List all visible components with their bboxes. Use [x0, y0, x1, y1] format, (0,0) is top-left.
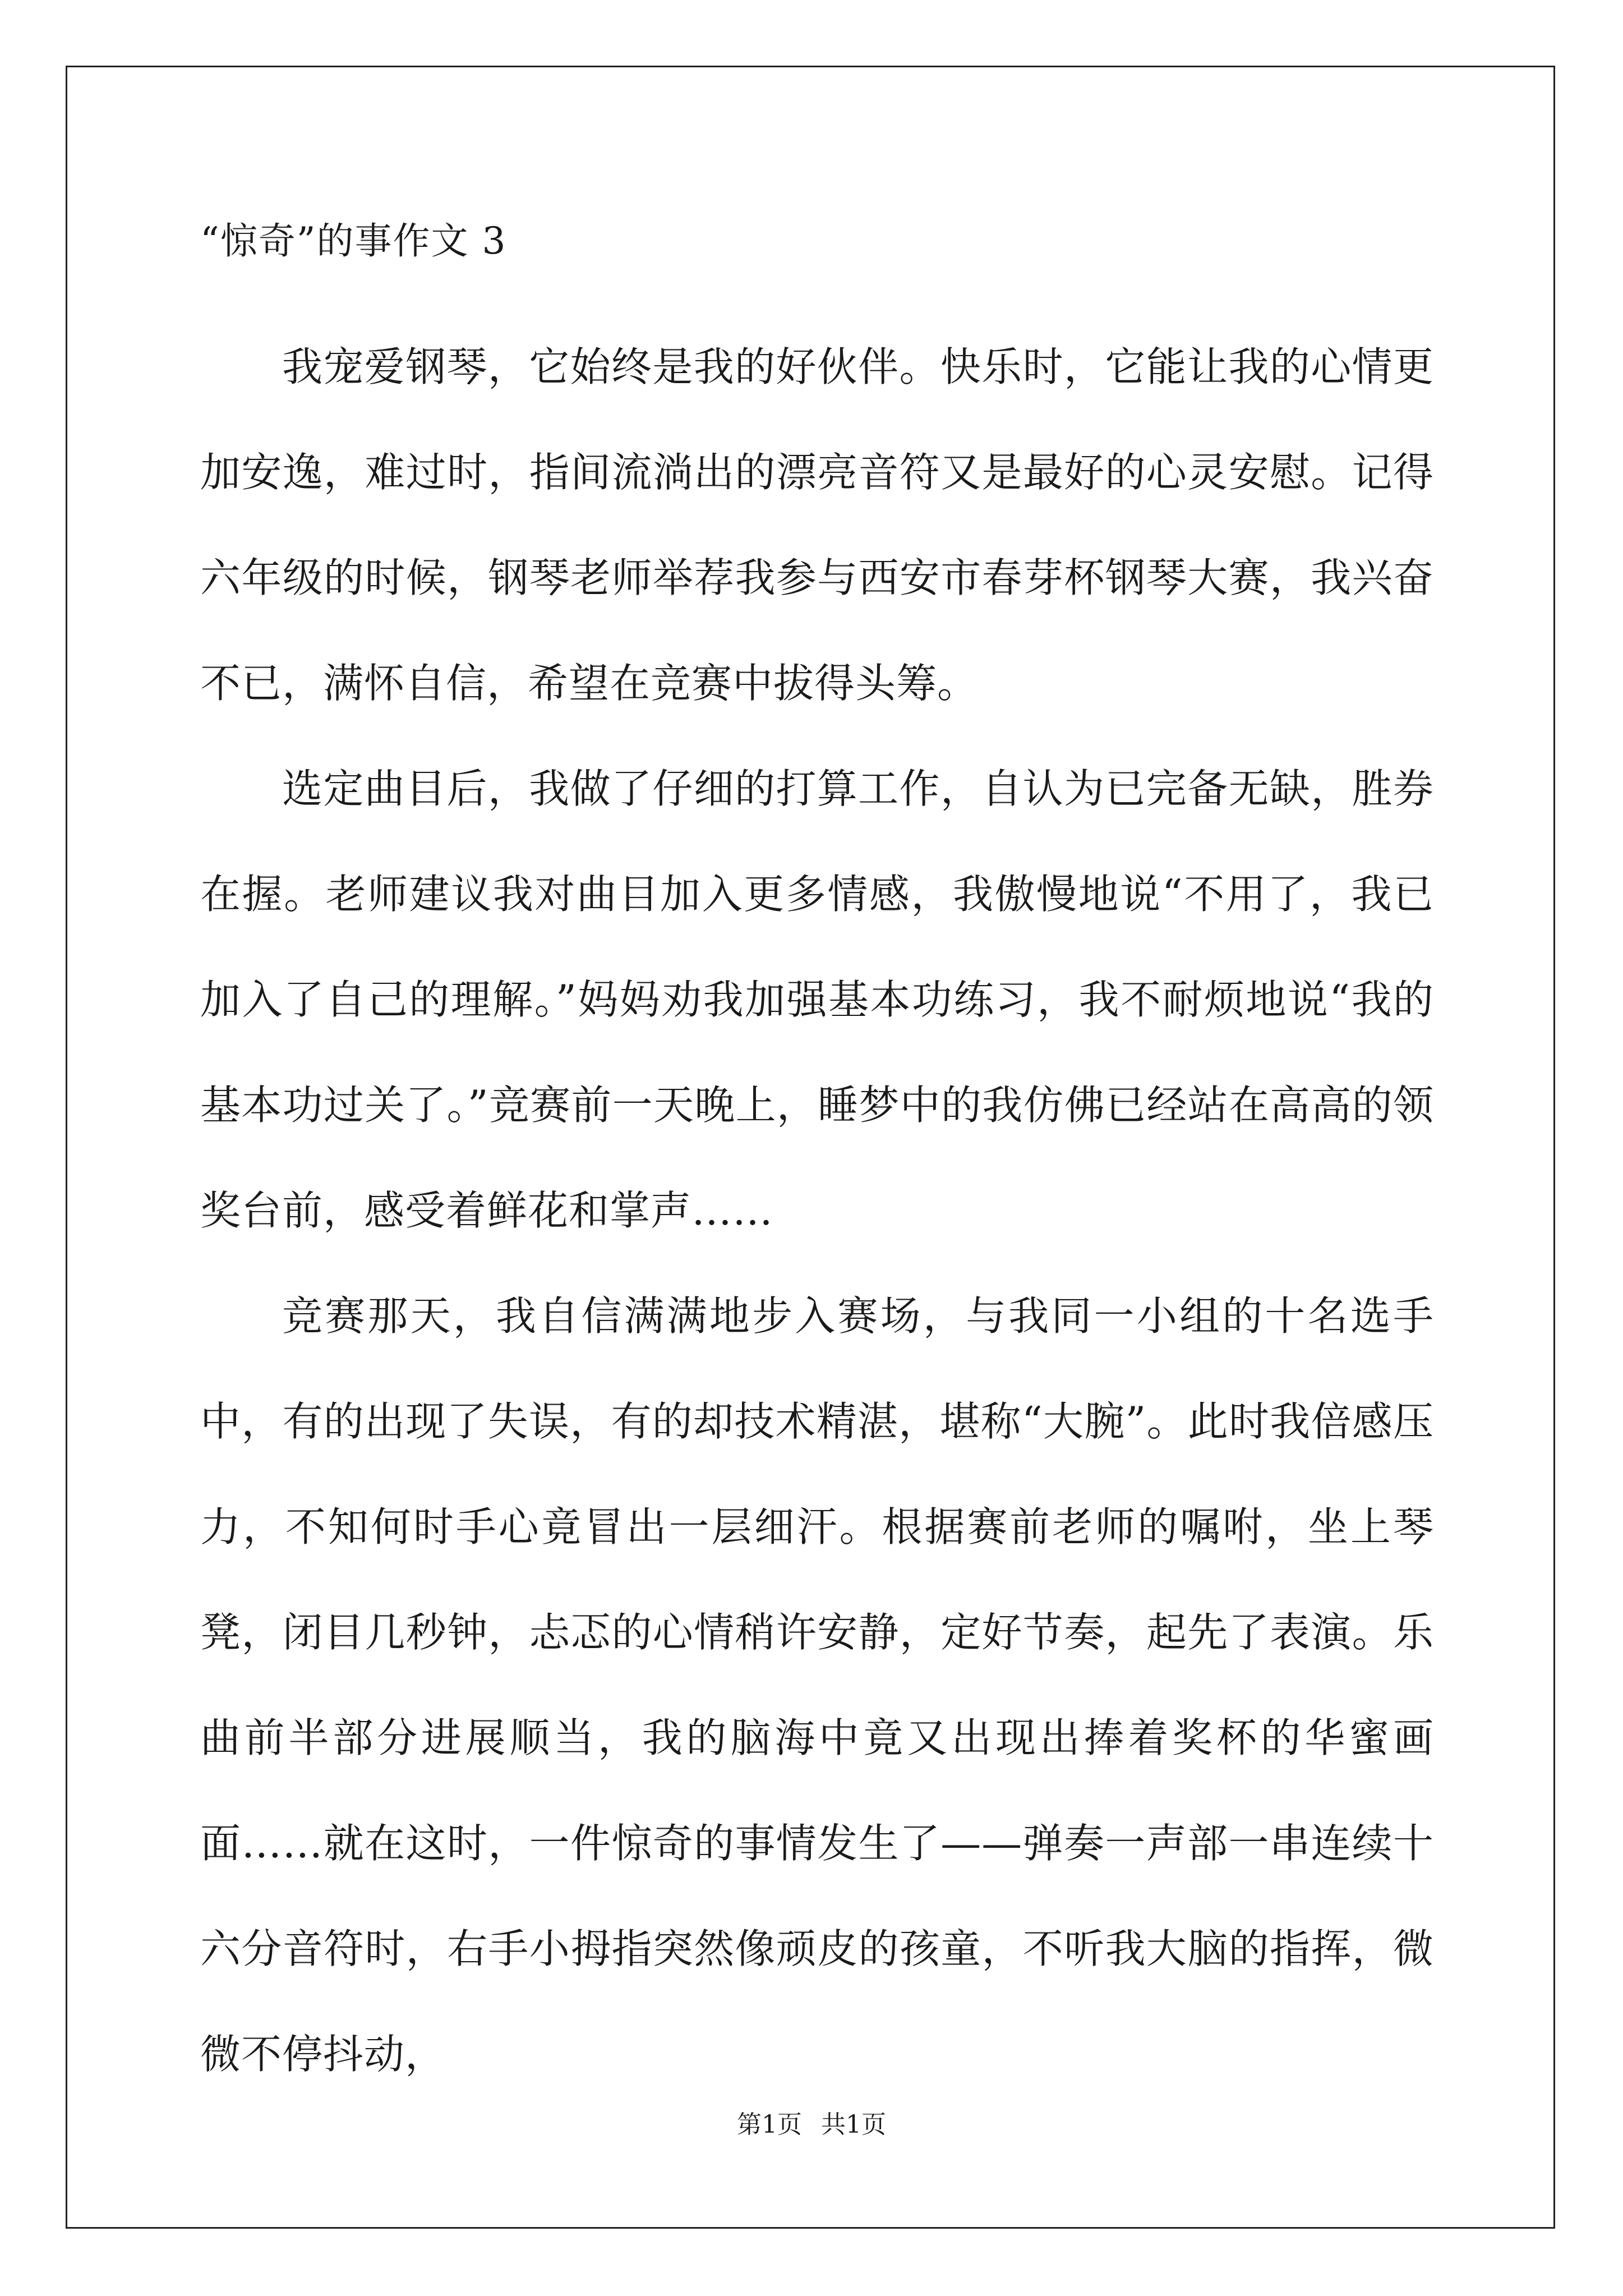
paragraph-2: 选定曲目后，我做了仔细的打算工作，自认为已完备无缺，胜券在握。老师建议我对曲目加入更多情感，我傲慢地说“不用了，我已加入了自己的理解。”妈妈劝我加强基本功练习，我不耐烦地说“我的基本功过关了。”竞赛前一天晚上，睡梦中的我仿佛已经站在高高的领奖台前，感受着鲜花和掌声……: [200, 765, 1434, 1234]
page-total: 共1页: [821, 2110, 886, 2139]
document-title: “惊奇”的事作文 3: [200, 219, 507, 263]
page-footer: [0, 2108, 1623, 2142]
document-body: [200, 208, 1434, 2107]
paragraph-3: 竞赛那天，我自信满满地步入赛场，与我同一小组的十名选手中，有的出现了失误，有的却技术精湛，堪称“大腕”。此时我倍感压力，不知何时手心竟冒出一层细汗。根据赛前老师的嘱咐，坐上琴凳，闭目几秒钟，忐忑的心情稍许安静，定好节奏，起先了表演。乐曲前半部分进展顺当，我的脑海中竟又出现出捧着奖杯的华蜜画面……就在这时，一件惊奇的事情发生了——弹奏一声部一串连续十六分音符时，右手小拇指突然像顽皮的孩童，不听我大脑的指挥，微微不停抖动，: [200, 1292, 1434, 2078]
page-number: 第1页: [737, 2110, 802, 2139]
paragraph-1: 我宠爱钢琴，它始终是我的好伙伴。快乐时，它能让我的心情更加安逸，难过时，指间流淌出的漂亮音符又是最好的心灵安慰。记得六年级的时候，钢琴老师举荐我参与西安市春芽杯钢琴大赛，我兴奋不已，满怀自信，希望在竞赛中拔得头筹。: [200, 343, 1434, 707]
